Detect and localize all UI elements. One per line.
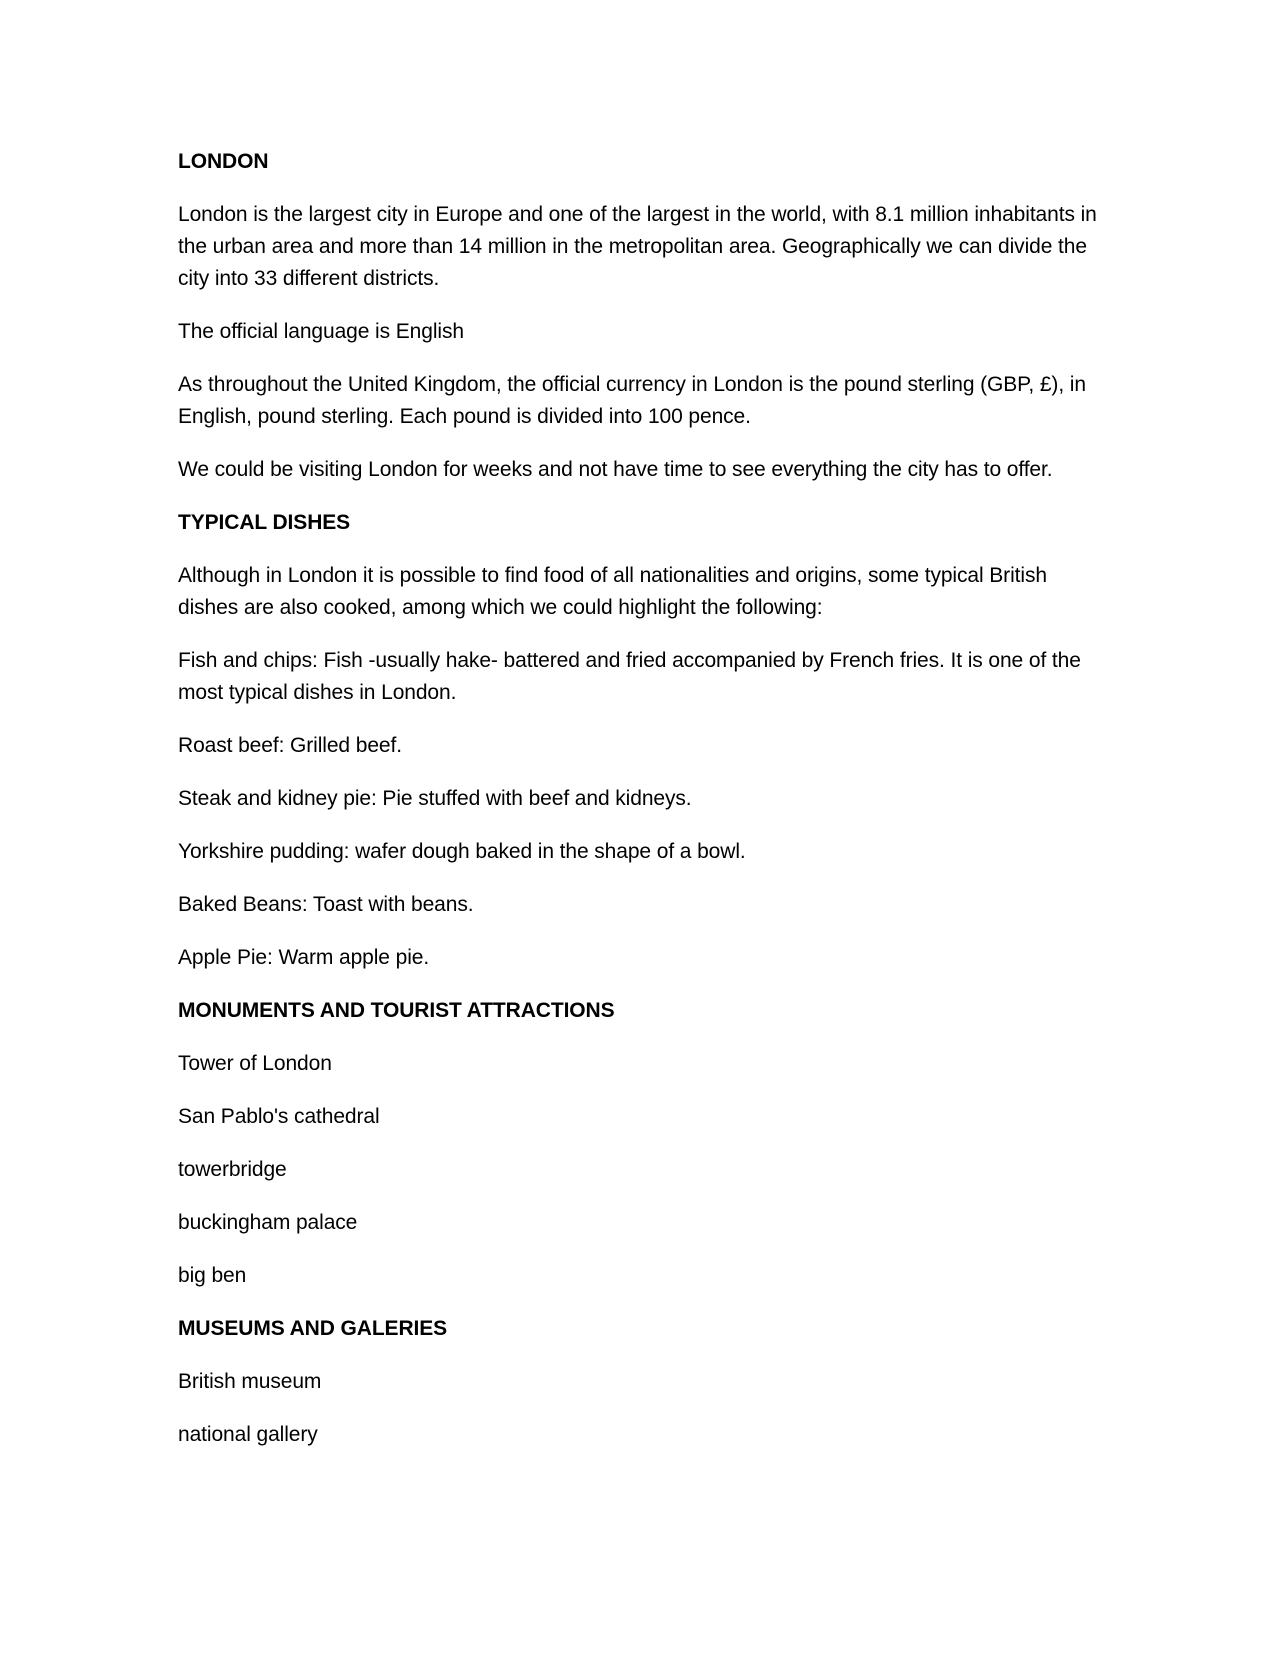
dish-steak-kidney-pie: Steak and kidney pie: Pie stuffed with beef and kidneys. — [178, 787, 692, 810]
museum-british-museum: British museum — [178, 1370, 322, 1393]
dish-baked-beans: Baked Beans: Toast with beans. — [178, 893, 474, 916]
heading-london: LONDON — [178, 150, 269, 173]
monument-tower-of-london: Tower of London — [178, 1052, 332, 1075]
dish-roast-beef: Roast beef: Grilled beef. — [178, 734, 402, 757]
monument-cathedral: San Pablo's cathedral — [178, 1105, 380, 1128]
dish-yorkshire-pudding: Yorkshire pudding: wafer dough baked in the shape of a bowl. — [178, 840, 746, 863]
paragraph-intro: London is the largest city in Europe and one of the largest in the world, with 8.1 million inhabitants in the urban area and more than 14 million in the metropolitan area. Geographically we can divide the city into 33 different districts. — [178, 203, 1097, 290]
heading-museums: MUSEUMS AND GALERIES — [178, 1317, 448, 1340]
paragraph-currency: As throughout the United Kingdom, the official currency in London is the pound sterling (GBP, £), in English, pound sterling. Each pound is divided into 100 pence. — [178, 373, 1086, 428]
document-body — [178, 146, 1108, 1472]
paragraph-visiting: We could be visiting London for weeks and not have time to see everything the city has to offer. — [178, 458, 1053, 481]
monument-buckingham-palace: buckingham palace — [178, 1211, 358, 1234]
heading-monuments: MONUMENTS AND TOURIST ATTRACTIONS — [178, 999, 615, 1022]
dish-fish-and-chips: Fish and chips: Fish -usually hake- battered and fried accompanied by French fries. It is one of the most typical dishes in London. — [178, 649, 1081, 704]
heading-typical-dishes: TYPICAL DISHES — [178, 511, 351, 534]
paragraph-language: The official language is English — [178, 320, 464, 343]
monument-big-ben: big ben — [178, 1264, 247, 1287]
museum-national-gallery: national gallery — [178, 1423, 318, 1446]
monument-towerbridge: towerbridge — [178, 1158, 287, 1181]
paragraph-dishes-intro: Although in London it is possible to find food of all nationalities and origins, some typical British dishes are also cooked, among which we could highlight the following: — [178, 564, 1047, 619]
dish-apple-pie: Apple Pie: Warm apple pie. — [178, 946, 430, 969]
